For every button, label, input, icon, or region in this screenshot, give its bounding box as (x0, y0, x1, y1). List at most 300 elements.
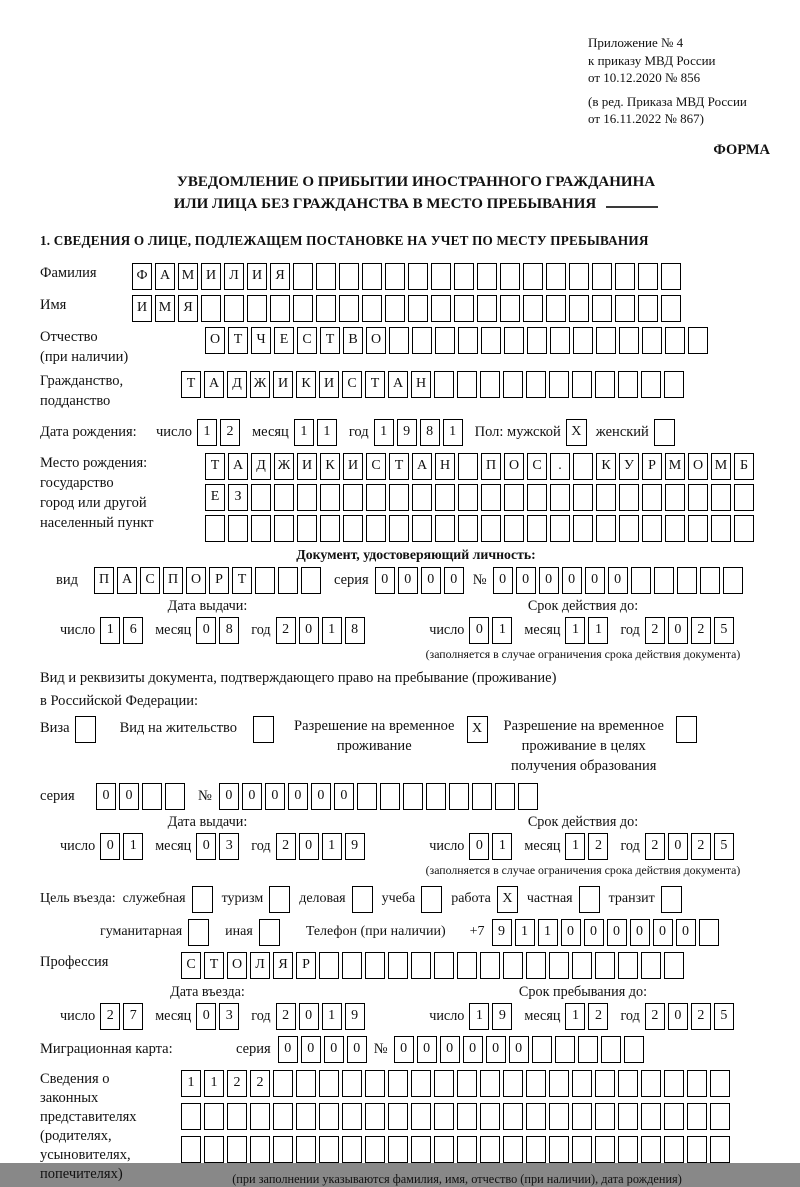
form-cell[interactable]: Н (411, 371, 431, 398)
form-cell[interactable] (710, 1136, 730, 1163)
form-cell[interactable] (642, 484, 662, 511)
form-cell[interactable] (526, 371, 546, 398)
form-cell[interactable]: 5 (714, 1003, 734, 1030)
form-cell[interactable] (343, 515, 363, 542)
form-cell[interactable]: О (227, 952, 247, 979)
form-cell[interactable]: 2 (645, 1003, 665, 1030)
form-cell[interactable] (641, 1070, 661, 1097)
form-cell[interactable]: 2 (276, 833, 296, 860)
form-cell[interactable] (320, 484, 340, 511)
form-cell[interactable] (297, 484, 317, 511)
form-cell[interactable] (595, 1136, 615, 1163)
form-cell[interactable] (357, 783, 377, 810)
form-cell[interactable]: 0 (608, 567, 628, 594)
form-cell[interactable] (573, 327, 593, 354)
form-cell[interactable]: 2 (220, 419, 240, 446)
rvp-checkbox[interactable]: X (467, 716, 488, 743)
form-cell[interactable]: 9 (345, 833, 365, 860)
form-cell[interactable]: И (319, 371, 339, 398)
form-cell[interactable] (504, 484, 524, 511)
form-cell[interactable] (457, 952, 477, 979)
form-cell[interactable]: 1 (565, 617, 585, 644)
form-cell[interactable] (449, 783, 469, 810)
form-cell[interactable] (664, 1070, 684, 1097)
form-cell[interactable]: Т (365, 371, 385, 398)
form-cell[interactable] (549, 952, 569, 979)
form-cell[interactable] (596, 327, 616, 354)
form-cell[interactable]: 0 (347, 1036, 367, 1063)
form-cell[interactable] (366, 484, 386, 511)
form-cell[interactable]: Т (204, 952, 224, 979)
form-cell[interactable] (388, 952, 408, 979)
form-cell[interactable] (434, 1136, 454, 1163)
residence-permit-checkbox[interactable] (253, 716, 274, 743)
form-cell[interactable] (365, 952, 385, 979)
form-cell[interactable] (480, 1136, 500, 1163)
form-cell[interactable] (319, 1136, 339, 1163)
form-cell[interactable]: К (296, 371, 316, 398)
form-cell[interactable]: 0 (653, 919, 673, 946)
form-cell[interactable] (385, 295, 405, 322)
form-cell[interactable] (273, 1070, 293, 1097)
form-cell[interactable]: Е (274, 327, 294, 354)
form-cell[interactable] (435, 327, 455, 354)
form-cell[interactable] (472, 783, 492, 810)
form-cell[interactable]: З (228, 484, 248, 511)
form-cell[interactable] (319, 1103, 339, 1130)
form-cell[interactable]: У (619, 453, 639, 480)
form-cell[interactable] (572, 952, 592, 979)
form-cell[interactable] (642, 327, 662, 354)
form-cell[interactable]: 2 (250, 1070, 270, 1097)
form-cell[interactable]: Т (181, 371, 201, 398)
form-cell[interactable] (572, 1136, 592, 1163)
form-cell[interactable] (273, 1103, 293, 1130)
form-cell[interactable]: 2 (227, 1070, 247, 1097)
form-cell[interactable]: 0 (668, 833, 688, 860)
form-cell[interactable] (619, 515, 639, 542)
form-cell[interactable] (601, 1036, 621, 1063)
form-cell[interactable]: 0 (100, 833, 120, 860)
form-cell[interactable] (201, 295, 221, 322)
form-cell[interactable] (638, 295, 658, 322)
form-cell[interactable] (504, 515, 524, 542)
form-cell[interactable]: Т (389, 453, 409, 480)
form-cell[interactable]: 0 (311, 783, 331, 810)
form-cell[interactable] (293, 295, 313, 322)
form-cell[interactable] (711, 484, 731, 511)
form-cell[interactable] (270, 295, 290, 322)
form-cell[interactable] (142, 783, 162, 810)
form-cell[interactable] (342, 1070, 362, 1097)
form-cell[interactable]: С (342, 371, 362, 398)
form-cell[interactable] (546, 263, 566, 290)
form-cell[interactable] (477, 263, 497, 290)
form-cell[interactable]: 0 (299, 617, 319, 644)
form-cell[interactable] (592, 295, 612, 322)
form-cell[interactable] (596, 515, 616, 542)
form-cell[interactable]: 1 (322, 617, 342, 644)
form-cell[interactable] (408, 295, 428, 322)
form-cell[interactable] (250, 1136, 270, 1163)
form-cell[interactable]: 2 (691, 1003, 711, 1030)
form-cell[interactable] (301, 567, 321, 594)
form-cell[interactable]: 6 (123, 617, 143, 644)
form-cell[interactable]: 3 (219, 833, 239, 860)
form-cell[interactable]: И (247, 263, 267, 290)
form-cell[interactable] (661, 295, 681, 322)
form-cell[interactable] (319, 952, 339, 979)
form-cell[interactable]: 9 (345, 1003, 365, 1030)
sex-female-checkbox[interactable] (654, 419, 675, 446)
form-cell[interactable] (165, 783, 185, 810)
form-cell[interactable] (480, 952, 500, 979)
purpose-transit-checkbox[interactable] (661, 886, 682, 913)
form-cell[interactable]: 2 (691, 617, 711, 644)
form-cell[interactable] (480, 371, 500, 398)
form-cell[interactable]: 1 (317, 419, 337, 446)
form-cell[interactable] (434, 1070, 454, 1097)
purpose-official-checkbox[interactable] (192, 886, 213, 913)
form-cell[interactable] (661, 263, 681, 290)
form-cell[interactable] (555, 1036, 575, 1063)
form-cell[interactable]: Л (250, 952, 270, 979)
form-cell[interactable]: 5 (714, 833, 734, 860)
form-cell[interactable]: 0 (421, 567, 441, 594)
form-cell[interactable]: 2 (645, 617, 665, 644)
form-cell[interactable] (641, 371, 661, 398)
form-cell[interactable] (527, 484, 547, 511)
form-cell[interactable] (205, 515, 225, 542)
form-cell[interactable] (573, 484, 593, 511)
form-cell[interactable]: О (205, 327, 225, 354)
form-cell[interactable] (274, 515, 294, 542)
form-cell[interactable] (504, 327, 524, 354)
form-cell[interactable] (181, 1103, 201, 1130)
form-cell[interactable] (500, 295, 520, 322)
form-cell[interactable]: 0 (242, 783, 262, 810)
form-cell[interactable]: А (412, 453, 432, 480)
form-cell[interactable]: 2 (100, 1003, 120, 1030)
form-cell[interactable]: 1 (197, 419, 217, 446)
form-cell[interactable]: 9 (397, 419, 417, 446)
form-cell[interactable] (204, 1103, 224, 1130)
purpose-work-checkbox[interactable]: X (497, 886, 518, 913)
form-cell[interactable] (342, 1103, 362, 1130)
form-cell[interactable]: Д (251, 453, 271, 480)
form-cell[interactable] (365, 1136, 385, 1163)
form-cell[interactable] (320, 515, 340, 542)
form-cell[interactable] (642, 515, 662, 542)
form-cell[interactable] (619, 484, 639, 511)
form-cell[interactable] (431, 263, 451, 290)
form-cell[interactable] (481, 515, 501, 542)
form-cell[interactable] (458, 327, 478, 354)
form-cell[interactable] (224, 295, 244, 322)
form-cell[interactable] (526, 1070, 546, 1097)
form-cell[interactable]: 0 (375, 567, 395, 594)
form-cell[interactable] (247, 295, 267, 322)
form-cell[interactable]: 0 (119, 783, 139, 810)
form-cell[interactable]: П (481, 453, 501, 480)
form-cell[interactable]: А (388, 371, 408, 398)
form-cell[interactable]: Р (209, 567, 229, 594)
form-cell[interactable] (227, 1103, 247, 1130)
form-cell[interactable] (296, 1103, 316, 1130)
form-cell[interactable] (526, 952, 546, 979)
form-cell[interactable] (595, 371, 615, 398)
form-cell[interactable] (723, 567, 743, 594)
form-cell[interactable]: 0 (562, 567, 582, 594)
form-cell[interactable] (641, 1103, 661, 1130)
form-cell[interactable] (532, 1036, 552, 1063)
form-cell[interactable] (273, 1136, 293, 1163)
form-cell[interactable]: С (181, 952, 201, 979)
form-cell[interactable]: 2 (276, 617, 296, 644)
form-cell[interactable]: Б (734, 453, 754, 480)
form-cell[interactable]: 1 (123, 833, 143, 860)
form-cell[interactable] (641, 1136, 661, 1163)
form-cell[interactable]: Л (224, 263, 244, 290)
form-cell[interactable]: М (665, 453, 685, 480)
form-cell[interactable] (503, 1103, 523, 1130)
form-cell[interactable]: 2 (588, 833, 608, 860)
form-cell[interactable]: 2 (588, 1003, 608, 1030)
form-cell[interactable]: Д (227, 371, 247, 398)
form-cell[interactable] (480, 1070, 500, 1097)
form-cell[interactable] (388, 1070, 408, 1097)
form-cell[interactable]: 0 (417, 1036, 437, 1063)
form-cell[interactable] (434, 952, 454, 979)
form-cell[interactable] (278, 567, 298, 594)
form-cell[interactable] (641, 952, 661, 979)
form-cell[interactable] (665, 515, 685, 542)
form-cell[interactable] (664, 371, 684, 398)
form-cell[interactable] (181, 1136, 201, 1163)
form-cell[interactable]: 1 (443, 419, 463, 446)
form-cell[interactable]: Т (228, 327, 248, 354)
form-cell[interactable] (734, 484, 754, 511)
form-cell[interactable]: А (155, 263, 175, 290)
form-cell[interactable]: С (527, 453, 547, 480)
form-cell[interactable] (426, 783, 446, 810)
form-cell[interactable] (550, 327, 570, 354)
form-cell[interactable]: 0 (278, 1036, 298, 1063)
purpose-private-checkbox[interactable] (579, 886, 600, 913)
form-cell[interactable]: 1 (322, 1003, 342, 1030)
form-cell[interactable] (362, 295, 382, 322)
form-cell[interactable] (549, 1103, 569, 1130)
form-cell[interactable] (458, 515, 478, 542)
form-cell[interactable] (665, 484, 685, 511)
form-cell[interactable]: 9 (492, 1003, 512, 1030)
form-cell[interactable]: 0 (299, 1003, 319, 1030)
form-cell[interactable]: 0 (196, 617, 216, 644)
purpose-other-checkbox[interactable] (259, 919, 280, 946)
form-cell[interactable] (388, 1136, 408, 1163)
form-cell[interactable]: И (273, 371, 293, 398)
form-cell[interactable]: 0 (668, 1003, 688, 1030)
form-cell[interactable]: Ф (132, 263, 152, 290)
form-cell[interactable]: 0 (630, 919, 650, 946)
form-cell[interactable] (618, 371, 638, 398)
form-cell[interactable] (342, 952, 362, 979)
form-cell[interactable] (615, 295, 635, 322)
form-cell[interactable] (572, 1103, 592, 1130)
form-cell[interactable] (481, 484, 501, 511)
form-cell[interactable] (435, 484, 455, 511)
form-cell[interactable] (700, 567, 720, 594)
purpose-humanitarian-checkbox[interactable] (188, 919, 209, 946)
form-cell[interactable] (615, 263, 635, 290)
form-cell[interactable] (710, 1103, 730, 1130)
form-cell[interactable] (495, 783, 515, 810)
form-cell[interactable] (526, 1136, 546, 1163)
form-cell[interactable]: 0 (668, 617, 688, 644)
form-cell[interactable]: 1 (374, 419, 394, 446)
form-cell[interactable]: М (178, 263, 198, 290)
form-cell[interactable] (388, 1103, 408, 1130)
form-cell[interactable]: 0 (219, 783, 239, 810)
form-cell[interactable]: 0 (561, 919, 581, 946)
form-cell[interactable]: М (711, 453, 731, 480)
form-cell[interactable]: 1 (294, 419, 314, 446)
visa-checkbox[interactable] (75, 716, 96, 743)
form-cell[interactable]: К (596, 453, 616, 480)
form-cell[interactable] (569, 295, 589, 322)
form-cell[interactable]: О (366, 327, 386, 354)
form-cell[interactable] (408, 263, 428, 290)
form-cell[interactable]: 1 (565, 1003, 585, 1030)
form-cell[interactable] (734, 515, 754, 542)
form-cell[interactable] (595, 1070, 615, 1097)
form-cell[interactable] (592, 263, 612, 290)
form-cell[interactable]: 0 (539, 567, 559, 594)
form-cell[interactable] (638, 263, 658, 290)
form-cell[interactable] (688, 484, 708, 511)
form-cell[interactable] (503, 1136, 523, 1163)
form-cell[interactable]: Р (296, 952, 316, 979)
form-cell[interactable] (457, 371, 477, 398)
form-cell[interactable]: М (155, 295, 175, 322)
form-cell[interactable] (316, 263, 336, 290)
form-cell[interactable]: Я (273, 952, 293, 979)
form-cell[interactable] (385, 263, 405, 290)
form-cell[interactable] (457, 1070, 477, 1097)
form-cell[interactable]: 0 (584, 919, 604, 946)
form-cell[interactable] (342, 1136, 362, 1163)
form-cell[interactable] (549, 371, 569, 398)
form-cell[interactable] (389, 515, 409, 542)
form-cell[interactable] (365, 1103, 385, 1130)
form-cell[interactable] (411, 1103, 431, 1130)
form-cell[interactable]: 0 (394, 1036, 414, 1063)
form-cell[interactable] (699, 919, 719, 946)
form-cell[interactable] (711, 515, 731, 542)
form-cell[interactable] (503, 1070, 523, 1097)
form-cell[interactable]: 1 (515, 919, 535, 946)
form-cell[interactable]: 2 (276, 1003, 296, 1030)
form-cell[interactable] (549, 1070, 569, 1097)
form-cell[interactable]: 2 (691, 833, 711, 860)
form-cell[interactable] (619, 327, 639, 354)
form-cell[interactable]: О (186, 567, 206, 594)
form-cell[interactable] (339, 263, 359, 290)
form-cell[interactable] (204, 1136, 224, 1163)
form-cell[interactable] (339, 295, 359, 322)
form-cell[interactable]: Т (205, 453, 225, 480)
form-cell[interactable] (366, 515, 386, 542)
form-cell[interactable] (687, 1103, 707, 1130)
form-cell[interactable]: 0 (516, 567, 536, 594)
form-cell[interactable]: 1 (469, 1003, 489, 1030)
form-cell[interactable] (518, 783, 538, 810)
form-cell[interactable] (618, 1070, 638, 1097)
form-cell[interactable] (412, 515, 432, 542)
form-cell[interactable]: 0 (469, 833, 489, 860)
form-cell[interactable] (296, 1136, 316, 1163)
purpose-study-checkbox[interactable] (421, 886, 442, 913)
form-cell[interactable]: К (320, 453, 340, 480)
form-cell[interactable]: 0 (398, 567, 418, 594)
form-cell[interactable] (403, 783, 423, 810)
form-cell[interactable] (665, 327, 685, 354)
form-cell[interactable]: Т (320, 327, 340, 354)
form-cell[interactable]: 0 (301, 1036, 321, 1063)
form-cell[interactable]: Р (642, 453, 662, 480)
form-cell[interactable]: 0 (676, 919, 696, 946)
form-cell[interactable]: И (201, 263, 221, 290)
form-cell[interactable] (550, 515, 570, 542)
form-cell[interactable] (228, 515, 248, 542)
form-cell[interactable]: 0 (324, 1036, 344, 1063)
form-cell[interactable]: О (504, 453, 524, 480)
form-cell[interactable]: 0 (486, 1036, 506, 1063)
form-cell[interactable]: 0 (196, 1003, 216, 1030)
form-cell[interactable] (389, 327, 409, 354)
form-cell[interactable]: 0 (493, 567, 513, 594)
form-cell[interactable] (454, 263, 474, 290)
form-cell[interactable] (454, 295, 474, 322)
form-cell[interactable] (480, 1103, 500, 1130)
form-cell[interactable]: С (297, 327, 317, 354)
form-cell[interactable] (435, 515, 455, 542)
form-cell[interactable] (389, 484, 409, 511)
form-cell[interactable] (688, 515, 708, 542)
form-cell[interactable]: 0 (440, 1036, 460, 1063)
form-cell[interactable] (434, 371, 454, 398)
form-cell[interactable] (677, 567, 697, 594)
form-cell[interactable] (618, 1103, 638, 1130)
form-cell[interactable]: Е (205, 484, 225, 511)
form-cell[interactable] (569, 263, 589, 290)
form-cell[interactable]: 1 (538, 919, 558, 946)
form-cell[interactable]: Ж (274, 453, 294, 480)
form-cell[interactable] (343, 484, 363, 511)
form-cell[interactable]: П (94, 567, 114, 594)
form-cell[interactable]: О (688, 453, 708, 480)
form-cell[interactable] (411, 1070, 431, 1097)
form-cell[interactable]: И (343, 453, 363, 480)
form-cell[interactable]: А (204, 371, 224, 398)
form-cell[interactable]: И (297, 453, 317, 480)
form-cell[interactable] (595, 952, 615, 979)
form-cell[interactable] (654, 567, 674, 594)
form-cell[interactable] (477, 295, 497, 322)
form-cell[interactable] (578, 1036, 598, 1063)
form-cell[interactable]: Н (435, 453, 455, 480)
form-cell[interactable]: 1 (100, 617, 120, 644)
